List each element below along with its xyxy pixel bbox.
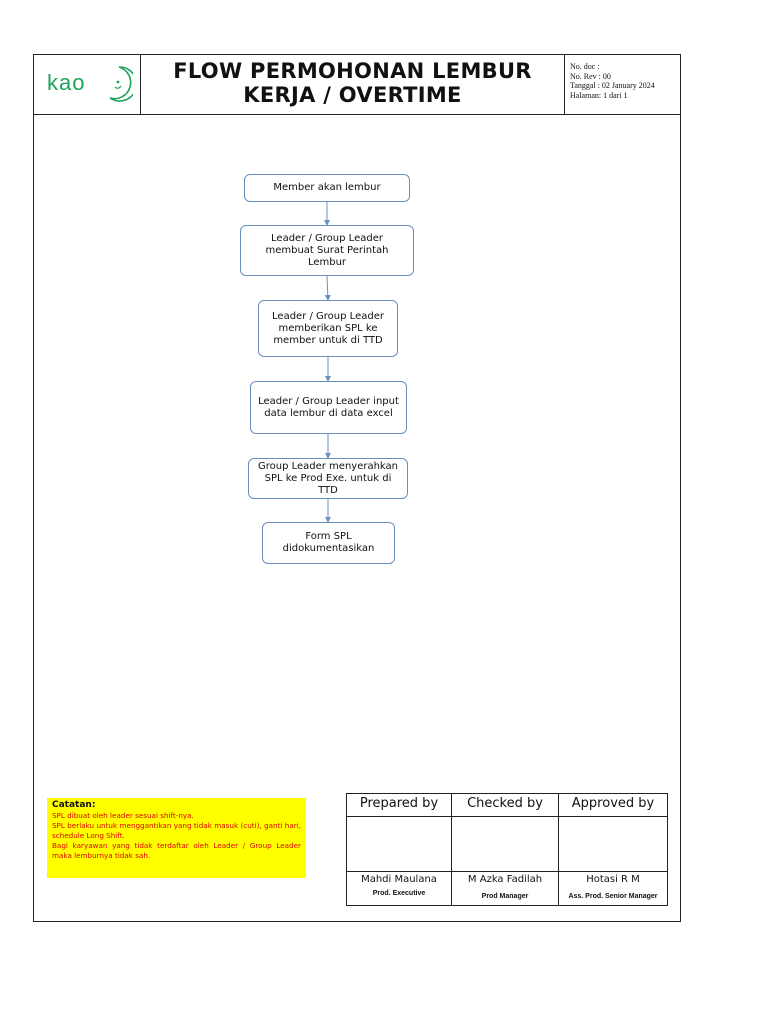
flow-step-label: Leader / Group Leader membuat Surat Perintah Lembur [265,232,389,268]
note-line: Bagi karyawan yang tidak terdaftar oleh Leader / Group Leader maka lemburnya tidak sah. [52,841,301,860]
notes-box [47,798,306,878]
signature-name: Mahdi Maulana [361,874,437,885]
flow-step-label: Member akan lembur [273,182,381,193]
flow-step-6 [262,522,395,564]
flow-step-4 [250,381,407,434]
document-header [33,54,681,115]
flow-step-label: Group Leader menyerahkan SPL ke Prod Exe. untuk di TTD [257,460,399,496]
signature-header: Prepared by [347,794,451,817]
signature-table [346,793,668,906]
note-line: SPL dibuat oleh leader sesuai shift-nya. [52,811,194,820]
signature-header: Checked by [452,794,558,817]
signature-role: Ass. Prod. Senior Manager [568,893,658,900]
signature-role: Prod Manager [481,893,529,900]
crescent-moon-icon [103,64,133,104]
flow-step-label: Form SPL didokumentasikan [282,531,375,554]
signature-space [559,817,667,872]
header-divider [33,114,681,115]
flow-step-1 [244,174,410,202]
note-line: SPL berlaku untuk menggantikan yang tidak masuk (cuti), ganti hari, schedule Long Shift. [52,821,301,840]
signature-prepared [347,794,452,905]
signature-space [347,817,451,872]
logo-wordmark: kao [47,70,86,95]
title-line-1: FLOW PERMOHONAN LEMBUR [173,59,532,83]
flow-step-label: Leader / Group Leader memberikan SPL ke member untuk di TTD [272,310,384,346]
signature-checked [452,794,559,905]
signature-approved [559,794,667,905]
signature-name: Hotasi R M [586,874,640,885]
document-meta [565,54,681,115]
meta-doc-number: No. doc : [570,62,600,71]
signature-header: Approved by [559,794,667,817]
notes-title: Catatan: [52,800,96,810]
meta-page: Halaman: 1 dari 1 [570,90,628,100]
meta-date: Tanggal : 02 January 2024 [570,81,655,90]
kao-logo [33,54,141,115]
flow-step-5 [248,458,408,499]
signature-space [452,817,558,872]
flow-step-2 [240,225,414,276]
signature-role: Prod. Executive [372,890,426,897]
flow-step-label: Leader / Group Leader input data lembur di data excel [258,395,399,419]
meta-revision: No. Rev : 00 [570,71,611,81]
signature-name: M Azka Fadilah [467,874,543,885]
flow-step-3 [258,300,398,357]
document-title [141,54,565,115]
title-line-2: KERJA / OVERTIME [243,83,462,107]
